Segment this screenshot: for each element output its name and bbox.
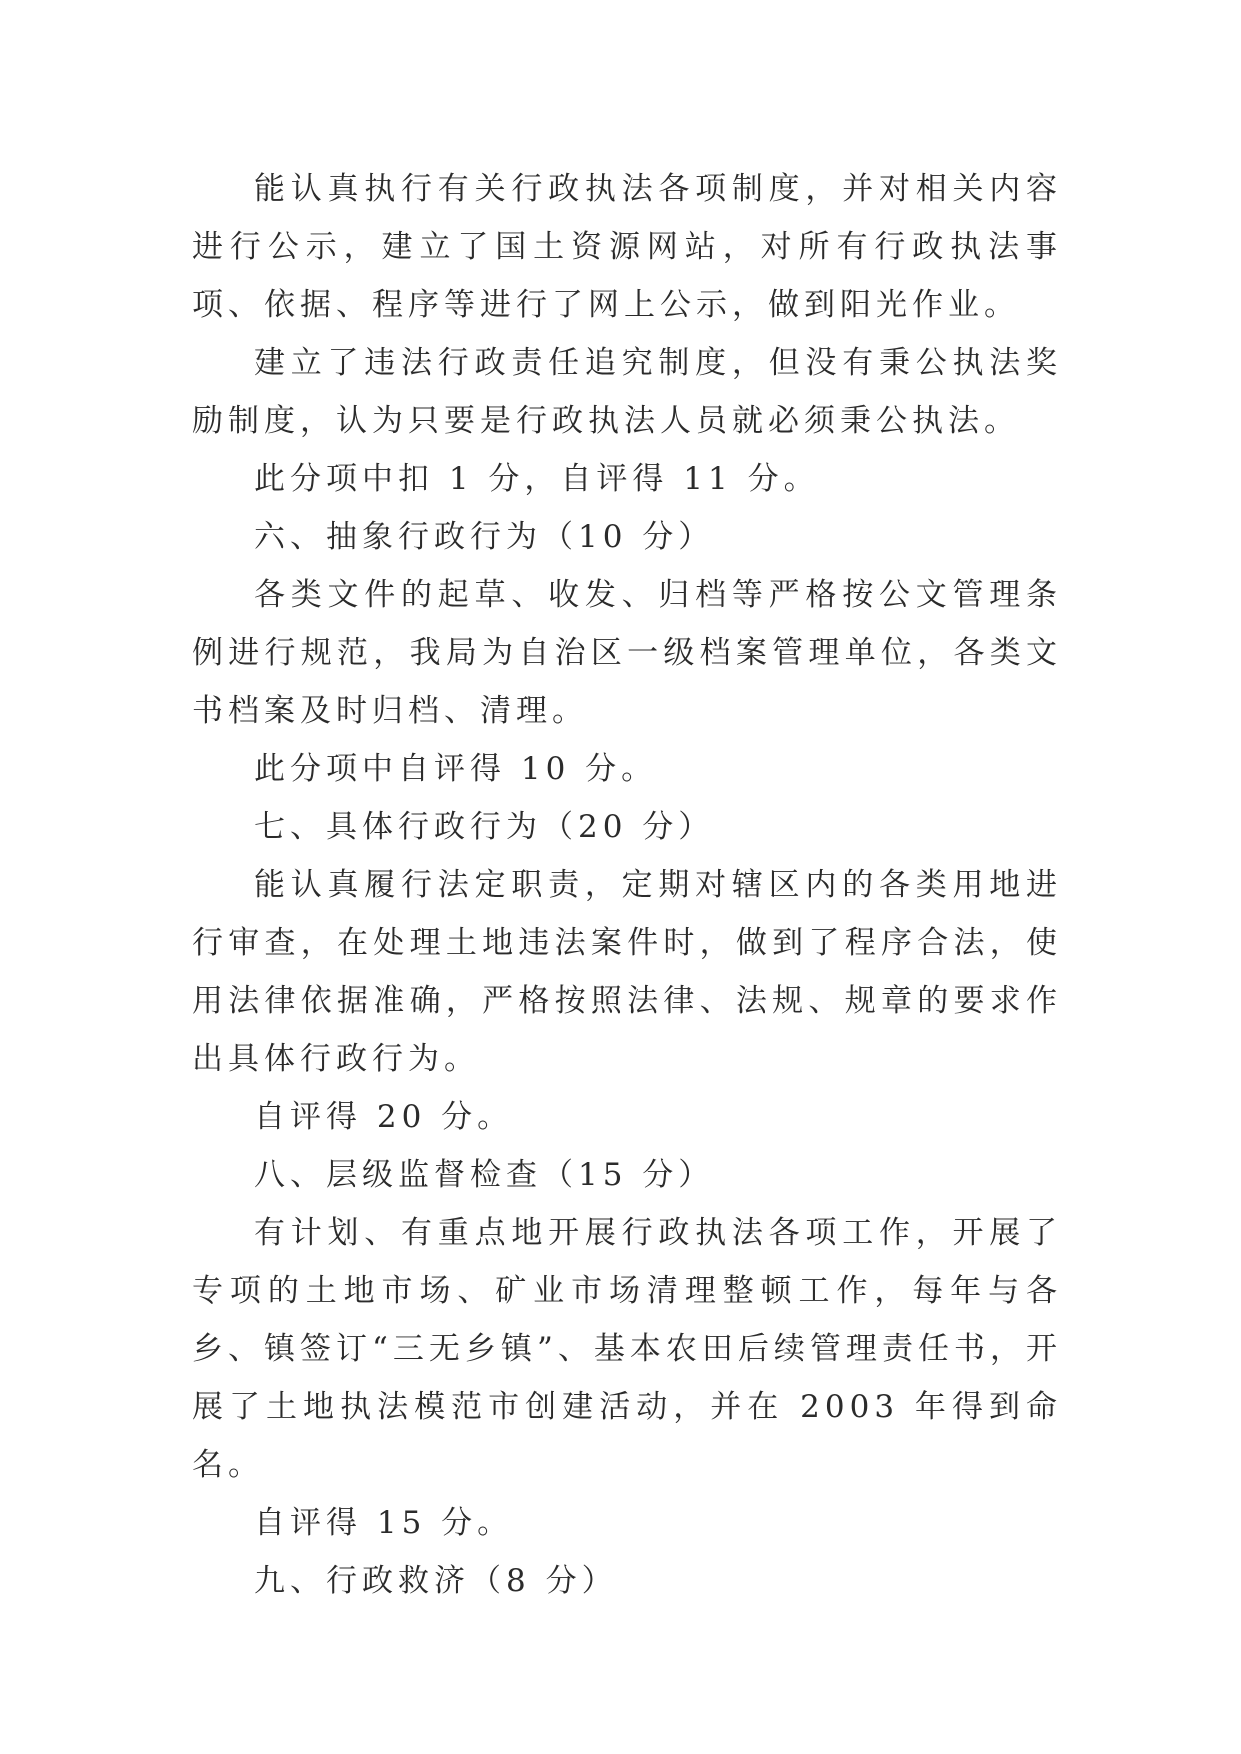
score-line-6: 此分项中自评得 10 分。 <box>254 751 658 787</box>
paragraph-publicity: 能认真执行有关行政执法各项制度，并对相关内容进行公示，建立了国土资源网站，对所有行政执法事项、依据、程序等进行了网上公示，做到阳光作业。 <box>192 171 1062 323</box>
section-heading-6: 六、抽象行政行为（10 分） <box>254 519 715 555</box>
paragraph-documents: 各类文件的起草、收发、归档等严格按公文管理条例进行规范，我局为自治区一级档案管理单位，各类文书档案及时归档、清理。 <box>192 577 1062 729</box>
score-line-5: 此分项中扣 1 分，自评得 11 分。 <box>254 461 820 497</box>
paragraph-supervision: 有计划、有重点地开展行政执法各项工作，开展了专项的土地市场、矿业市场清理整顿工作，每年与各乡、镇签订“三无乡镇”、基本农田后续管理责任书，开展了土地执法模范市创建活动，并在 2003 年得到命名。 <box>192 1215 1062 1483</box>
section-heading-8: 八、层级监督检查（15 分） <box>254 1157 715 1193</box>
document-body <box>192 160 1062 1610</box>
paragraph-accountability: 建立了违法行政责任追究制度，但没有秉公执法奖励制度，认为只要是行政执法人员就必须秉公执法。 <box>192 345 1062 439</box>
score-line-8: 自评得 15 分。 <box>254 1505 514 1541</box>
paragraph-duties: 能认真履行法定职责，定期对辖区内的各类用地进行审查，在处理土地违法案件时，做到了程序合法，使用法律依据准确，严格按照法律、法规、规章的要求作出具体行政行为。 <box>192 867 1062 1077</box>
section-heading-9: 九、行政救济（8 分） <box>254 1563 618 1599</box>
section-heading-7: 七、具体行政行为（20 分） <box>254 809 715 845</box>
score-line-7: 自评得 20 分。 <box>254 1099 514 1135</box>
